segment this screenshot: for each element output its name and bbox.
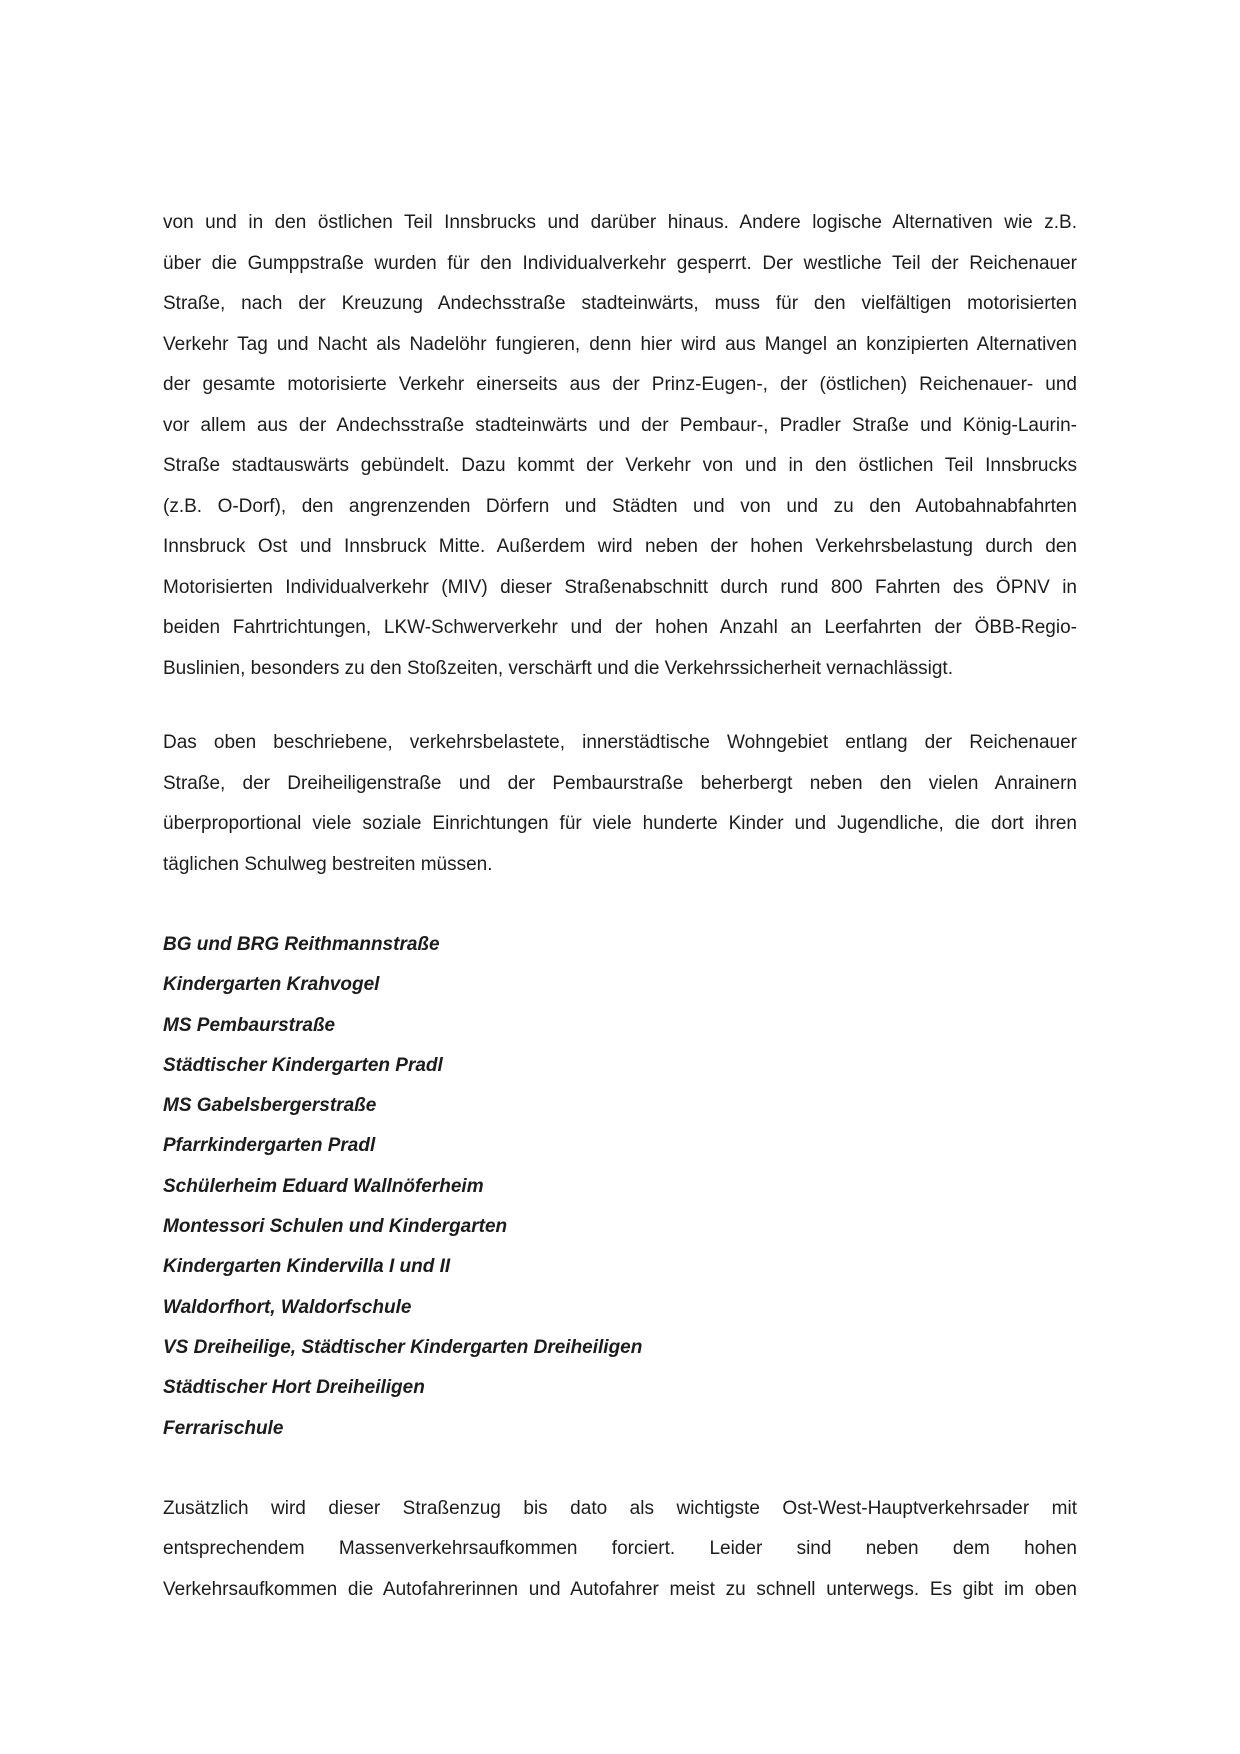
facility-item: MS Gabelsbergerstraße	[163, 1095, 377, 1117]
text-line: über die Gumppstraße wurden für den Individualverkehr gesperrt. Der westliche Teil der Reichenauer	[163, 252, 1077, 274]
text-line: vor allem aus der Andechsstraße stadteinwärts und der Pembaur-, Pradler Straße und König-Laurin-	[163, 414, 1077, 436]
text-line: täglichen Schulweg bestreiten müssen.	[163, 853, 493, 875]
text-line: Motorisierten Individualverkehr (MIV) dieser Straßenabschnitt durch rund 800 Fahrten des ÖPNV in	[163, 576, 1077, 598]
paragraph-traffic-description	[163, 203, 1077, 689]
text-line: Buslinien, besonders zu den Stoßzeiten, verschärft und die Verkehrssicherheit vernachlässigt.	[163, 657, 953, 679]
facility-item: Kindergarten Krahvogel	[163, 974, 380, 996]
facility-item: Kindergarten Kindervilla I und II	[163, 1256, 451, 1278]
page-content	[163, 203, 1077, 1610]
text-line: von und in den östlichen Teil Innsbrucks und darüber hinaus. Andere logische Alternativen wie z.B.	[163, 212, 1077, 233]
text-line: Verkehr Tag und Nacht als Nadelöhr fungieren, denn hier wird aus Mangel an konzipierten Alternativen	[163, 333, 1077, 355]
text-line: Das oben beschriebene, verkehrsbelastete, innerstädtische Wohngebiet entlang der Reichenauer	[163, 732, 1077, 753]
text-line: Straße, nach der Kreuzung Andechsstraße stadteinwärts, muss für den vielfältigen motorisierten	[163, 293, 1077, 314]
text-line: Innsbruck Ost und Innsbruck Mitte. Außerdem wird neben der hohen Verkehrsbelastung durch den	[163, 536, 1077, 557]
text-line: Verkehrsaufkommen die Autofahrerinnen und Autofahrer meist zu schnell unterwegs. Es gibt im oben	[163, 1578, 1077, 1600]
facility-item: Waldorfhort, Waldorfschule	[163, 1296, 412, 1318]
text-line: der gesamte motorisierte Verkehr einerseits aus der Prinz-Eugen-, der (östlichen) Reichenauer- und	[163, 374, 1077, 395]
text-line: (z.B. O-Dorf), den angrenzenden Dörfern und Städten und von und zu den Autobahnabfahrten	[163, 495, 1077, 517]
text-line: entsprechendem Massenverkehrsaufkommen forciert. Leider sind neben dem hohen	[163, 1538, 1077, 1560]
paragraph-residential-area	[163, 723, 1077, 885]
paragraph-main-traffic-artery	[163, 1489, 1077, 1611]
facility-list	[163, 925, 1077, 1449]
facility-item: MS Pembaurstraße	[163, 1014, 336, 1036]
facility-item: Städtischer Kindergarten Pradl	[163, 1054, 443, 1076]
text-line: Straße, der Dreiheiligenstraße und der Pembaurstraße beherbergt neben den vielen Anrainern	[163, 772, 1077, 794]
facility-item: Schülerheim Eduard Wallnöferheim	[163, 1175, 484, 1197]
facility-item: Städtischer Hort Dreiheiligen	[163, 1377, 425, 1399]
facility-item: VS Dreiheilige, Städtischer Kindergarten Dreiheiligen	[163, 1336, 643, 1358]
facility-item: Montessori Schulen und Kindergarten	[163, 1216, 508, 1238]
facility-item: Pfarrkindergarten Pradl	[163, 1135, 376, 1157]
text-line: überproportional viele soziale Einrichtungen für viele hunderte Kinder und Jugendliche, die dort ihren	[163, 813, 1077, 834]
facility-item: Ferrarischule	[163, 1417, 284, 1439]
text-line: beiden Fahrtrichtungen, LKW-Schwerverkehr und der hohen Anzahl an Leerfahrten der ÖBB-Regio-	[163, 617, 1077, 638]
text-line: Zusätzlich wird dieser Straßenzug bis dato als wichtigste Ost-West-Hauptverkehrsader mit	[163, 1497, 1077, 1519]
facility-item: BG und BRG Reithmannstraße	[163, 934, 440, 955]
text-line: Straße stadtauswärts gebündelt. Dazu kommt der Verkehr von und in den östlichen Teil Innsbrucks	[163, 455, 1077, 476]
